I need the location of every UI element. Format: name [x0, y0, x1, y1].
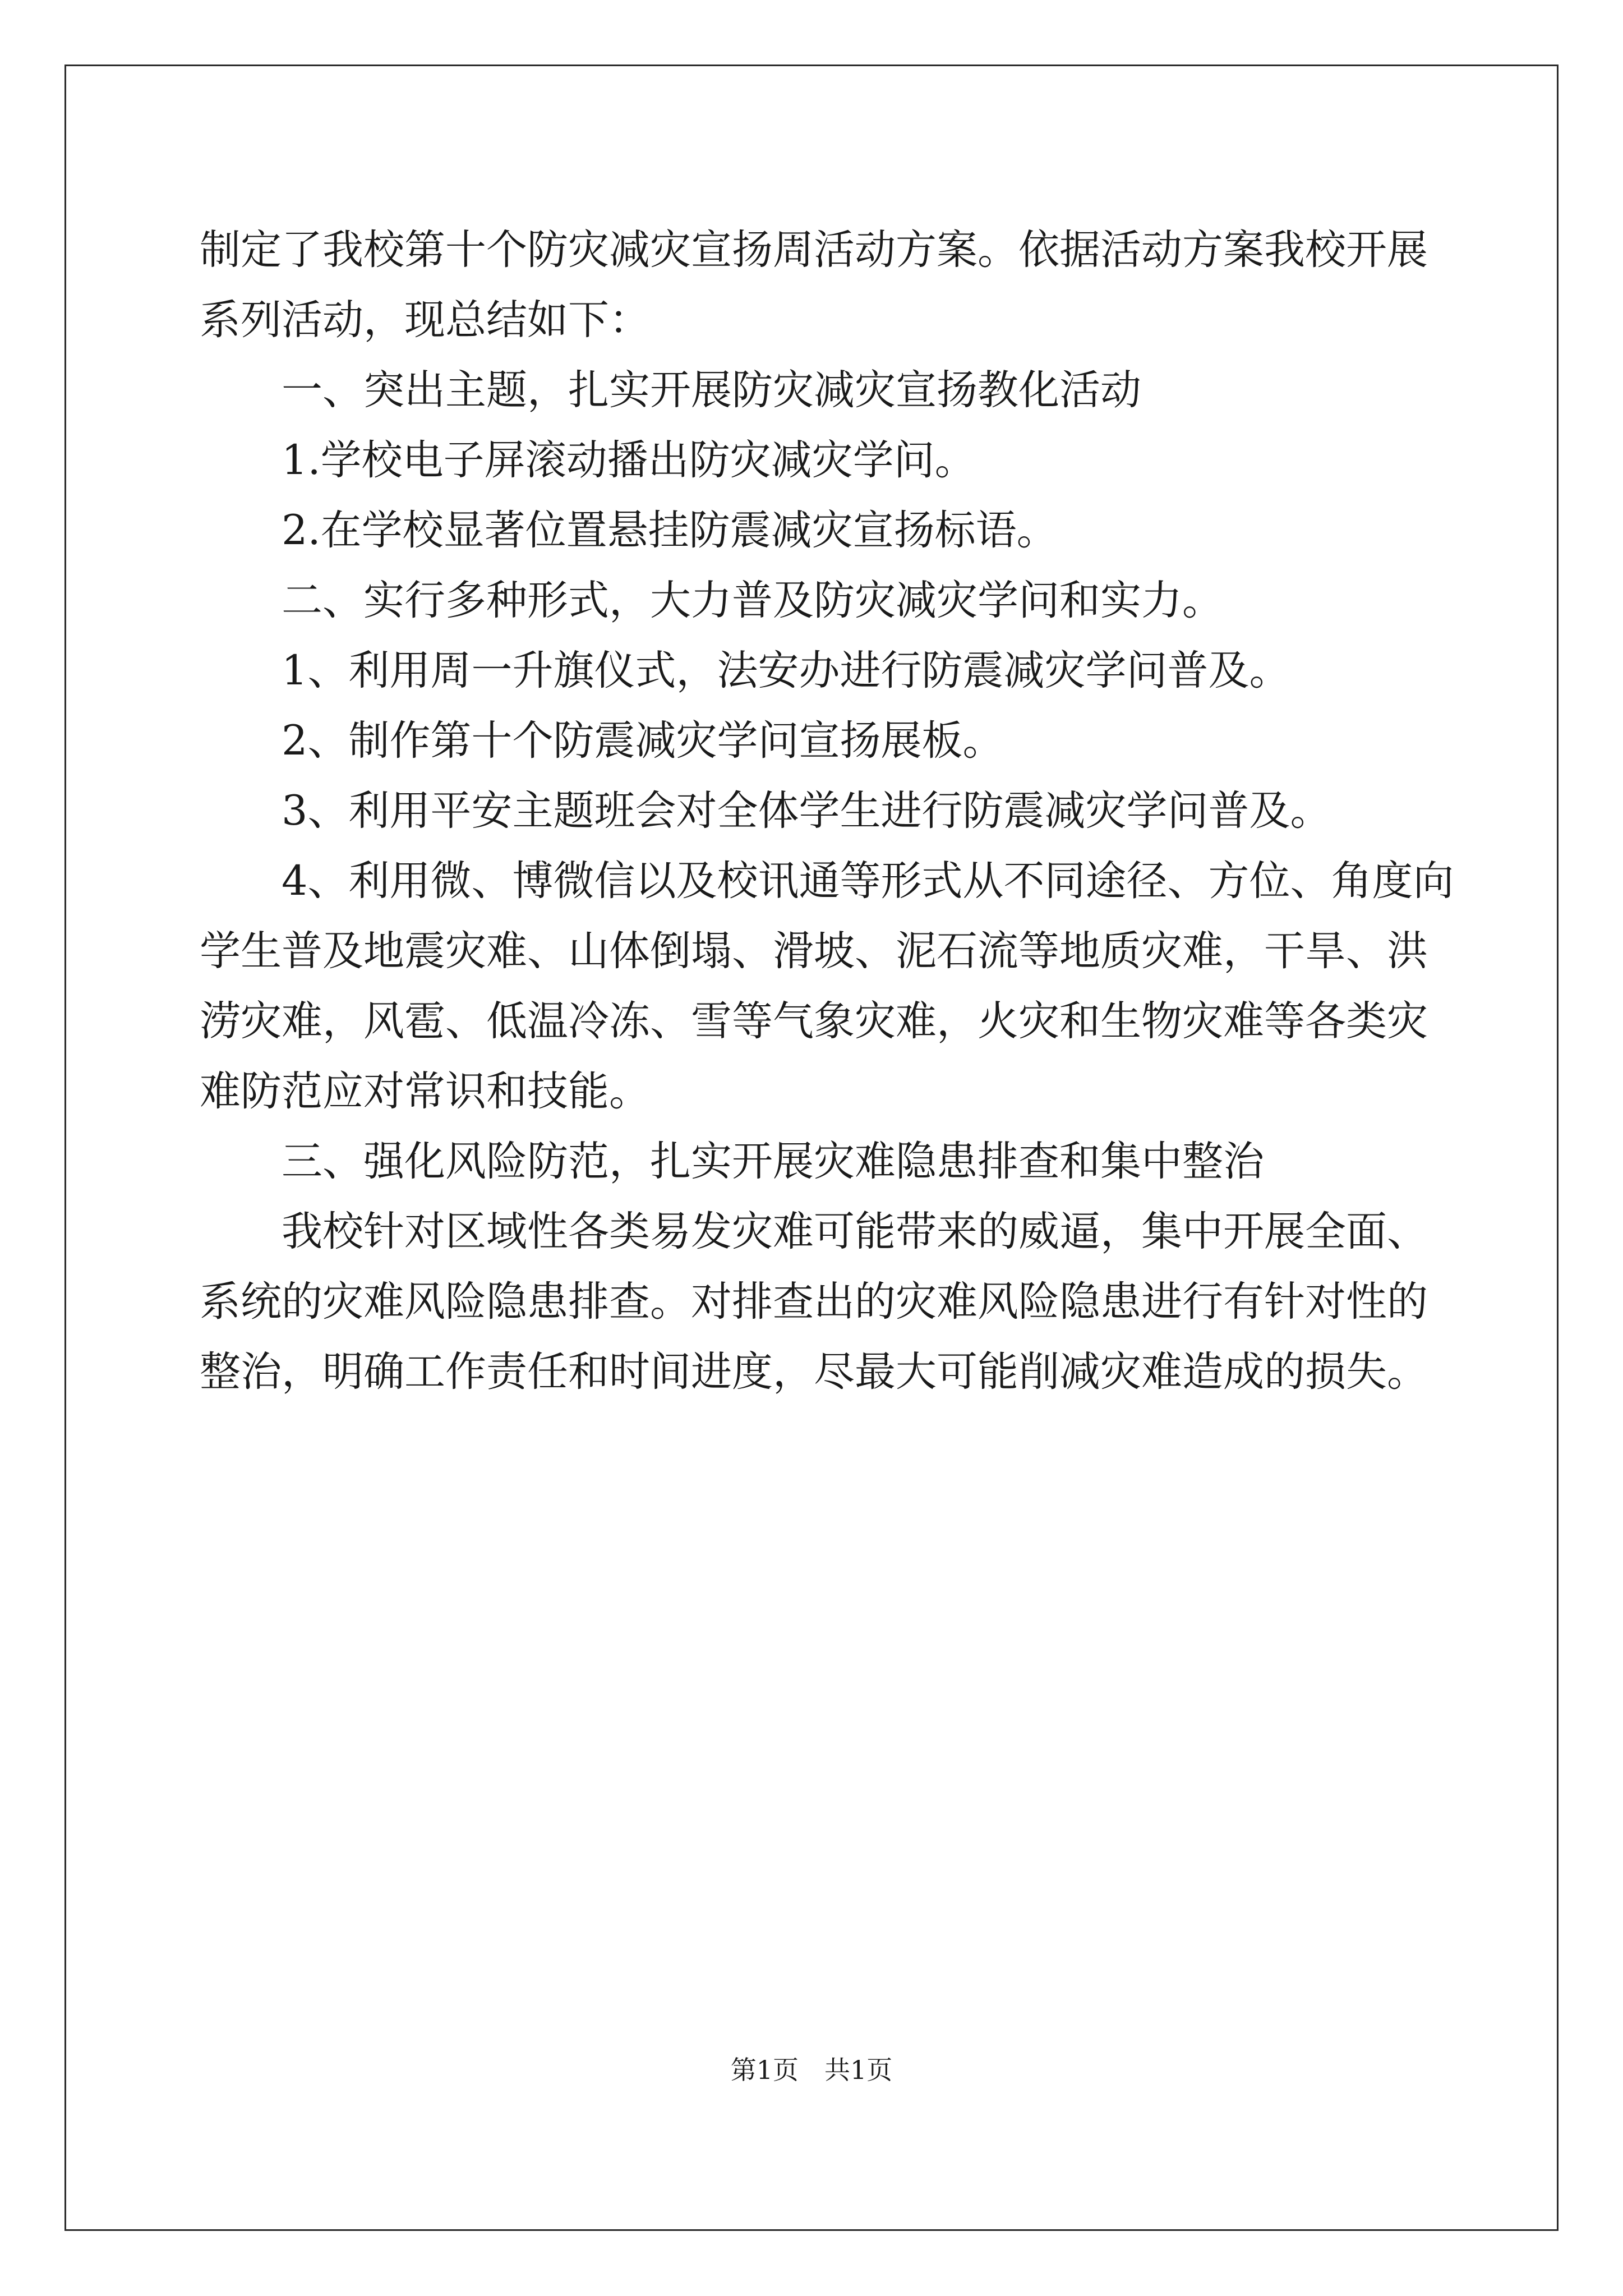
text-line: 学生普及地震灾难、山体倒塌、滑坡、泥石流等地质灾难，干旱、洪 — [200, 927, 1428, 975]
text-line: 系列活动，现总结如下： — [200, 296, 650, 344]
text-line: 3、利用平安主题班会对全体学生进行防震减灾学问普及。 — [282, 787, 1331, 835]
text-line: 三、强化风险防范，扎实开展灾难隐患排查和集中整治 — [282, 1138, 1264, 1185]
text-line: 4、利用微、博微信以及校讯通等形式从不同途径、方位、角度向 — [282, 857, 1454, 905]
text-line: 1.学校电子屏滚动播出防灾减灾学问。 — [282, 436, 976, 484]
text-line: 二、实行多种形式，大力普及防灾减灾学问和实力。 — [282, 577, 1223, 624]
text-line: 难防范应对常识和技能。 — [200, 1068, 650, 1115]
page-footer: 第1页 共1页 — [730, 2055, 893, 2085]
text-line: 我校针对区域性各类易发灾难可能带来的威逼，集中开展全面、 — [282, 1208, 1428, 1255]
text-line: 涝灾难，风雹、低温冷冻、雪等气象灾难，火灾和生物灾难等各类灾 — [200, 997, 1428, 1045]
document-body — [200, 215, 1454, 1407]
text-line: 2.在学校显著位置悬挂防震减灾宣扬标语。 — [282, 507, 1058, 554]
text-line: 系统的灾难风险隐患排查。对排查出的灾难风险隐患进行有针对性的 — [200, 1278, 1428, 1326]
text-line: 2、制作第十个防震减灾学问宣扬展板。 — [282, 717, 1004, 765]
text-line: 制定了我校第十个防灾减灾宣扬周活动方案。依据活动方案我校开展 — [200, 226, 1428, 274]
text-line: 一、突出主题，扎实开展防灾减灾宣扬教化活动 — [282, 366, 1141, 414]
text-line: 1、利用周一升旗仪式，法安办进行防震减灾学问普及。 — [282, 647, 1290, 694]
text-line: 整治，明确工作责任和时间进度，尽最大可能削减灾难造成的损失。 — [200, 1348, 1428, 1396]
